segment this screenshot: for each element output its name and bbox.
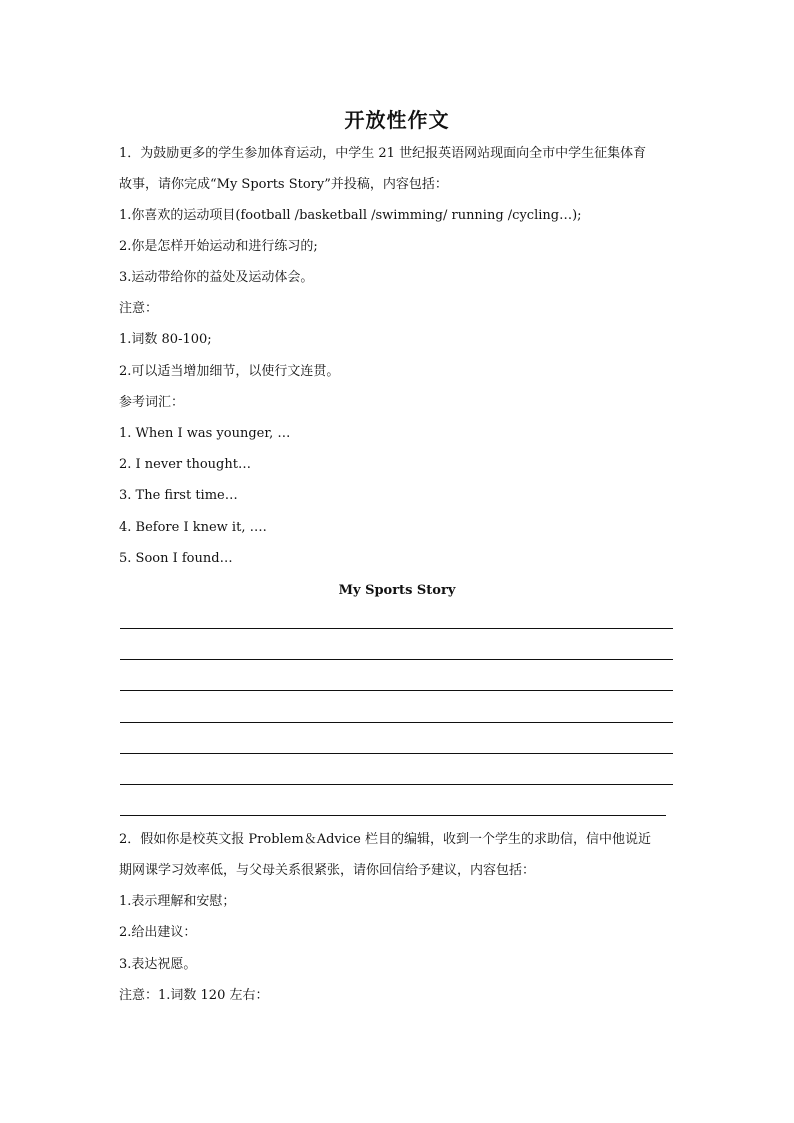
writing-line xyxy=(120,690,673,691)
q1-item-3: 3.运动带给你的益处及运动体会。 xyxy=(119,270,314,285)
q2-item-3: 3.表达祝愿。 xyxy=(119,957,197,972)
writing-line xyxy=(120,753,673,754)
q1-notes-label: 注意： xyxy=(119,301,159,316)
q2-item-2: 2.给出建议： xyxy=(119,925,197,940)
writing-line xyxy=(120,628,673,629)
q1-vocab-3: 3. The first time… xyxy=(119,488,238,503)
q1-vocab-label: 参考词汇： xyxy=(119,395,185,410)
writing-line xyxy=(120,659,673,660)
q1-prompt-line-2: 故事，请你完成“My Sports Story”并投稿，内容包括： xyxy=(119,177,448,192)
page-title: 开放性作文 xyxy=(344,108,450,132)
q1-note-2: 2.可以适当增加细节，以使行文连贯。 xyxy=(119,364,340,379)
q2-notes: 注意：1.词数 120 左右： xyxy=(119,988,269,1003)
q1-note-1: 1.词数 80-100; xyxy=(119,332,212,347)
writing-line xyxy=(120,815,666,816)
q1-item-2: 2.你是怎样开始运动和进行练习的; xyxy=(119,239,318,254)
writing-line xyxy=(120,722,673,723)
q2-prompt-line-1: 2．假如你是校英文报 Problem＆Advice 栏目的编辑，收到一个学生的求助信，信中他说近 xyxy=(119,832,652,847)
q1-vocab-4: 4. Before I knew it, …. xyxy=(119,520,267,535)
q1-vocab-1: 1. When I was younger, … xyxy=(119,426,291,441)
q1-vocab-2: 2. I never thought… xyxy=(119,457,251,472)
q1-prompt-line-1: 1．为鼓励更多的学生参加体育运动，中学生 21 世纪报英语网站现面向全市中学生征集体育 xyxy=(119,146,647,161)
q2-item-1: 1.表示理解和安慰； xyxy=(119,894,236,909)
q1-vocab-5: 5. Soon I found… xyxy=(119,551,233,566)
essay-title: My Sports Story xyxy=(338,583,456,598)
q2-prompt-line-2: 期网课学习效率低，与父母关系很紧张，请你回信给予建议，内容包括： xyxy=(119,863,536,878)
q1-item-1: 1.你喜欢的运动项目(football /basketball /swimming/ running /cycling…); xyxy=(119,208,582,223)
writing-line xyxy=(120,784,673,785)
